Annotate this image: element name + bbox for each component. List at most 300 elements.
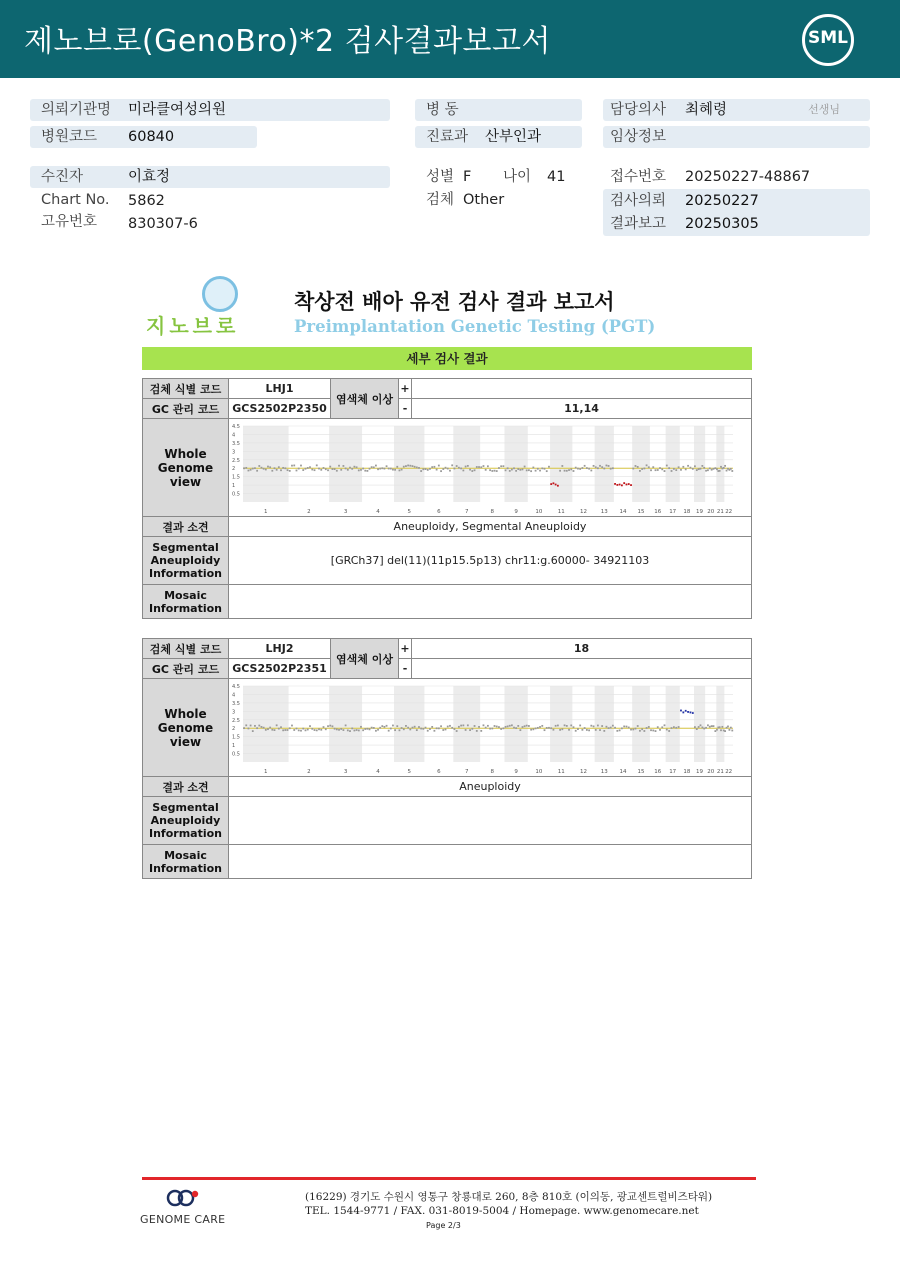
data-point bbox=[399, 469, 401, 471]
data-point bbox=[588, 729, 590, 731]
sample-code-label: 검체 식별 코드 bbox=[143, 639, 229, 659]
sample-code-value: LHJ1 bbox=[229, 379, 331, 399]
data-point bbox=[280, 469, 282, 471]
x-tick-label: 19 bbox=[696, 508, 704, 515]
segmental-value bbox=[229, 797, 752, 845]
data-point bbox=[494, 469, 496, 471]
hospital-code-field bbox=[30, 126, 257, 148]
data-point bbox=[519, 729, 521, 731]
data-point bbox=[496, 470, 498, 472]
data-point bbox=[282, 466, 284, 468]
segmental-label: Segmental Aneuploidy Information bbox=[143, 797, 229, 845]
x-tick-label: 8 bbox=[490, 768, 495, 775]
y-tick-label: 4.5 bbox=[232, 423, 240, 430]
data-point bbox=[487, 465, 489, 467]
data-point bbox=[680, 709, 682, 711]
report-date-label: 결과보고 bbox=[610, 216, 667, 232]
mosaic-label: Mosaic Information bbox=[143, 845, 229, 879]
data-point bbox=[327, 725, 329, 727]
doctor-suffix: 선생님 bbox=[808, 103, 840, 116]
ward-field bbox=[415, 99, 582, 121]
x-tick-label: 12 bbox=[580, 768, 588, 775]
data-point bbox=[416, 466, 418, 468]
doctor-field bbox=[603, 99, 870, 121]
data-point bbox=[293, 464, 295, 466]
data-point bbox=[502, 465, 504, 467]
chrom-band bbox=[666, 426, 680, 502]
data-point bbox=[526, 469, 528, 471]
data-point bbox=[311, 468, 313, 470]
data-point bbox=[392, 724, 394, 726]
data-point bbox=[590, 469, 592, 471]
data-point bbox=[412, 726, 414, 728]
y-tick-label: 2.5 bbox=[232, 717, 240, 724]
x-tick-label: 10 bbox=[535, 768, 543, 775]
sex-value: F bbox=[463, 169, 472, 185]
department-field bbox=[415, 126, 582, 148]
chrom-band bbox=[666, 686, 680, 762]
data-point bbox=[323, 726, 325, 728]
data-point bbox=[539, 726, 541, 728]
data-point bbox=[278, 727, 280, 729]
data-point bbox=[271, 469, 273, 471]
result-table-1 bbox=[142, 378, 752, 619]
data-point bbox=[269, 466, 271, 468]
data-point bbox=[316, 729, 318, 731]
data-point bbox=[513, 467, 515, 469]
data-point bbox=[454, 467, 456, 469]
data-point bbox=[595, 466, 597, 468]
dates-field bbox=[603, 189, 870, 236]
x-tick-label: 20 bbox=[707, 768, 715, 775]
data-point bbox=[483, 465, 485, 467]
footer-address: (16229) 경기도 수원시 영통구 창룡대로 260, 8층 810호 (이의동, 광교센트럴비즈타워) bbox=[305, 1191, 713, 1203]
data-point bbox=[258, 724, 260, 726]
x-tick-label: 2 bbox=[307, 508, 311, 515]
data-point bbox=[705, 726, 707, 728]
footer-divider bbox=[142, 1177, 756, 1180]
result-label: 결과 소견 bbox=[143, 517, 229, 537]
minus-value bbox=[412, 659, 752, 679]
data-point bbox=[550, 483, 552, 485]
data-point bbox=[716, 728, 718, 730]
data-point bbox=[451, 726, 453, 728]
data-point bbox=[606, 464, 608, 466]
data-point bbox=[447, 467, 449, 469]
data-point bbox=[284, 729, 286, 731]
data-point bbox=[436, 727, 438, 729]
data-point bbox=[568, 469, 570, 471]
data-point bbox=[682, 465, 684, 467]
data-point bbox=[353, 729, 355, 731]
data-point bbox=[296, 469, 298, 471]
data-point bbox=[418, 466, 420, 468]
chart-no-value: 5862 bbox=[128, 193, 165, 209]
data-point bbox=[621, 727, 623, 729]
data-point bbox=[263, 726, 265, 728]
data-point bbox=[487, 724, 489, 726]
x-tick-label: 19 bbox=[696, 768, 704, 775]
x-tick-label: 2 bbox=[307, 768, 311, 775]
data-point bbox=[719, 726, 721, 728]
result-label: 결과 소견 bbox=[143, 777, 229, 797]
data-point bbox=[668, 467, 670, 469]
data-point bbox=[261, 466, 263, 468]
gc-code-label: GC 관리 코드 bbox=[143, 659, 229, 679]
data-point bbox=[399, 729, 401, 731]
header-bar bbox=[0, 0, 900, 78]
chart-no-label: Chart No. bbox=[41, 192, 110, 208]
chrom-band bbox=[550, 686, 572, 762]
data-point bbox=[652, 466, 654, 468]
whole-genome-label: Whole Genome view bbox=[143, 679, 229, 777]
data-point bbox=[256, 469, 258, 471]
x-tick-label: 6 bbox=[437, 508, 441, 515]
data-point bbox=[643, 730, 645, 732]
data-point bbox=[409, 464, 411, 466]
data-point bbox=[661, 726, 663, 728]
data-point bbox=[577, 467, 579, 469]
data-point bbox=[329, 465, 331, 467]
data-point bbox=[349, 730, 351, 732]
data-point bbox=[248, 469, 250, 471]
data-point bbox=[678, 466, 680, 468]
data-point bbox=[517, 468, 519, 470]
gc-code-value: GCS2502P2351 bbox=[229, 659, 331, 679]
chrom-abnormal-label: 염색체 이상 bbox=[331, 379, 399, 419]
data-point bbox=[694, 726, 696, 728]
data-point bbox=[442, 468, 444, 470]
data-point bbox=[685, 468, 687, 470]
data-point bbox=[367, 469, 369, 471]
data-point bbox=[245, 724, 247, 726]
data-point bbox=[252, 730, 254, 732]
data-point bbox=[377, 728, 379, 730]
x-tick-label: 21 bbox=[716, 768, 724, 775]
data-point bbox=[390, 727, 392, 729]
x-tick-label: 1 bbox=[264, 768, 268, 775]
data-point bbox=[570, 468, 572, 470]
data-point bbox=[407, 726, 409, 728]
data-point bbox=[302, 727, 304, 729]
data-point bbox=[623, 725, 625, 727]
data-point bbox=[422, 468, 424, 470]
data-point bbox=[373, 466, 375, 468]
data-point bbox=[462, 469, 464, 471]
data-point bbox=[293, 729, 295, 731]
data-point bbox=[666, 464, 668, 466]
result-table-2 bbox=[142, 638, 752, 879]
data-point bbox=[555, 483, 557, 485]
data-point bbox=[422, 727, 424, 729]
data-point bbox=[550, 727, 552, 729]
data-point bbox=[496, 725, 498, 727]
data-point bbox=[373, 727, 375, 729]
data-point bbox=[714, 730, 716, 732]
data-point bbox=[267, 728, 269, 730]
data-point bbox=[559, 728, 561, 730]
data-point bbox=[325, 728, 327, 730]
data-point bbox=[338, 464, 340, 466]
report-subtitle: Preimplantation Genetic Testing (PGT) bbox=[294, 317, 656, 336]
data-point bbox=[537, 467, 539, 469]
data-point bbox=[530, 728, 532, 730]
data-point bbox=[641, 468, 643, 470]
department-value: 산부인과 bbox=[485, 129, 542, 145]
whole-genome-plot bbox=[229, 420, 751, 516]
data-point bbox=[265, 728, 267, 730]
data-point bbox=[449, 724, 451, 726]
data-point bbox=[379, 467, 381, 469]
data-point bbox=[700, 467, 702, 469]
reception-no-label: 접수번호 bbox=[610, 169, 667, 185]
data-point bbox=[401, 468, 403, 470]
data-point bbox=[438, 727, 440, 729]
data-point bbox=[360, 725, 362, 727]
y-tick-label: 4.5 bbox=[232, 683, 240, 690]
data-point bbox=[329, 724, 331, 726]
data-point bbox=[648, 726, 650, 728]
data-point bbox=[709, 467, 711, 469]
data-point bbox=[507, 725, 509, 727]
data-point bbox=[698, 468, 700, 470]
clinical-info-field bbox=[603, 126, 870, 148]
data-point bbox=[532, 728, 534, 730]
x-tick-label: 11 bbox=[557, 508, 565, 515]
data-point bbox=[407, 464, 409, 466]
chrom-band bbox=[243, 426, 289, 502]
data-point bbox=[458, 725, 460, 727]
whole-genome-plot-cell bbox=[229, 679, 752, 777]
data-point bbox=[403, 465, 405, 467]
data-point bbox=[485, 468, 487, 470]
data-point bbox=[703, 727, 705, 729]
data-point bbox=[254, 724, 256, 726]
data-point bbox=[386, 465, 388, 467]
data-point bbox=[700, 724, 702, 726]
data-point bbox=[505, 725, 507, 727]
chrom-band bbox=[394, 686, 424, 762]
data-point bbox=[590, 724, 592, 726]
data-point bbox=[401, 727, 403, 729]
data-point bbox=[657, 726, 659, 728]
data-point bbox=[608, 727, 610, 729]
data-point bbox=[307, 467, 309, 469]
data-point bbox=[351, 467, 353, 469]
x-tick-label: 16 bbox=[654, 508, 662, 515]
genome-care-mark-icon bbox=[164, 1188, 200, 1208]
x-tick-label: 20 bbox=[707, 508, 715, 515]
data-point bbox=[250, 468, 252, 470]
plus-label: + bbox=[399, 379, 412, 399]
data-point bbox=[639, 729, 641, 731]
data-point bbox=[588, 467, 590, 469]
data-point bbox=[498, 467, 500, 469]
data-point bbox=[621, 484, 623, 486]
data-point bbox=[465, 729, 467, 731]
institution-field bbox=[30, 99, 390, 121]
data-point bbox=[261, 726, 263, 728]
data-point bbox=[254, 467, 256, 469]
chrom-band bbox=[716, 426, 724, 502]
data-point bbox=[528, 469, 530, 471]
x-tick-label: 5 bbox=[407, 508, 411, 515]
data-point bbox=[546, 470, 548, 472]
data-point bbox=[557, 484, 559, 486]
x-tick-label: 11 bbox=[557, 768, 565, 775]
data-point bbox=[483, 724, 485, 726]
data-point bbox=[659, 728, 661, 730]
data-point bbox=[530, 470, 532, 472]
data-point bbox=[597, 467, 599, 469]
data-point bbox=[420, 727, 422, 729]
data-point bbox=[593, 725, 595, 727]
data-point bbox=[263, 467, 265, 469]
data-point bbox=[553, 482, 555, 484]
data-point bbox=[657, 469, 659, 471]
data-point bbox=[340, 468, 342, 470]
data-point bbox=[445, 466, 447, 468]
age-value: 41 bbox=[547, 169, 566, 185]
ward-label: 병 동 bbox=[426, 102, 459, 118]
age-label: 나이 bbox=[503, 169, 532, 185]
data-point bbox=[623, 482, 625, 484]
x-tick-label: 12 bbox=[580, 508, 588, 515]
x-tick-label: 15 bbox=[637, 768, 645, 775]
data-point bbox=[336, 469, 338, 471]
data-point bbox=[327, 469, 329, 471]
data-point bbox=[485, 726, 487, 728]
data-point bbox=[690, 466, 692, 468]
specimen-value: Other bbox=[463, 192, 505, 208]
data-point bbox=[276, 468, 278, 470]
data-point bbox=[546, 727, 548, 729]
data-point bbox=[626, 483, 628, 485]
data-point bbox=[478, 466, 480, 468]
data-point bbox=[630, 484, 632, 486]
clinical-info-label: 임상정보 bbox=[610, 129, 667, 145]
data-point bbox=[445, 728, 447, 730]
y-tick-label: 1.5 bbox=[232, 734, 240, 741]
data-point bbox=[311, 727, 313, 729]
data-point bbox=[719, 469, 721, 471]
data-point bbox=[427, 729, 429, 731]
plus-value bbox=[412, 379, 752, 399]
segmental-value: [GRCh37] del(11)(11p15.5p13) chr11:g.60000- 34921103 bbox=[229, 537, 752, 585]
data-point bbox=[564, 724, 566, 726]
data-point bbox=[414, 725, 416, 727]
data-point bbox=[289, 727, 291, 729]
patient-label: 수진자 bbox=[41, 169, 84, 185]
data-point bbox=[298, 729, 300, 731]
report-date-value: 20250305 bbox=[685, 216, 759, 232]
data-point bbox=[296, 727, 298, 729]
data-point bbox=[603, 467, 605, 469]
data-point bbox=[723, 467, 725, 469]
x-tick-label: 17 bbox=[669, 768, 677, 775]
data-point bbox=[655, 730, 657, 732]
data-point bbox=[505, 469, 507, 471]
data-point bbox=[639, 469, 641, 471]
data-point bbox=[381, 467, 383, 469]
data-point bbox=[451, 464, 453, 466]
data-point bbox=[274, 729, 276, 731]
data-point bbox=[379, 726, 381, 728]
x-tick-label: 13 bbox=[600, 768, 608, 775]
data-point bbox=[467, 724, 469, 726]
data-point bbox=[724, 730, 726, 732]
data-point bbox=[491, 470, 493, 472]
data-point bbox=[678, 726, 680, 728]
data-point bbox=[476, 466, 478, 468]
data-point bbox=[436, 468, 438, 470]
page-number: Page 2/3 bbox=[426, 1221, 461, 1230]
gc-code-value: GCS2502P2350 bbox=[229, 399, 331, 419]
data-point bbox=[474, 469, 476, 471]
data-point bbox=[318, 467, 320, 469]
data-point bbox=[282, 729, 284, 731]
patient-value: 이효정 bbox=[128, 169, 171, 185]
data-point bbox=[427, 469, 429, 471]
x-tick-label: 1 bbox=[264, 508, 268, 515]
data-point bbox=[608, 465, 610, 467]
data-point bbox=[309, 725, 311, 727]
data-point bbox=[671, 470, 673, 472]
data-point bbox=[243, 467, 245, 469]
data-point bbox=[358, 469, 360, 471]
page-title: 제노브로(GenoBro)*2 검사결과보고서 bbox=[24, 24, 551, 59]
data-point bbox=[553, 728, 555, 730]
genobro-logo bbox=[144, 276, 254, 338]
data-point bbox=[539, 469, 541, 471]
data-point bbox=[364, 469, 366, 471]
data-point bbox=[675, 726, 677, 728]
data-point bbox=[716, 468, 718, 470]
data-point bbox=[360, 468, 362, 470]
data-point bbox=[377, 468, 379, 470]
data-point bbox=[599, 464, 601, 466]
hospital-code-value: 60840 bbox=[128, 129, 175, 145]
data-point bbox=[573, 470, 575, 472]
data-point bbox=[513, 726, 515, 728]
y-tick-label: 1 bbox=[232, 482, 236, 489]
data-point bbox=[425, 726, 427, 728]
data-point bbox=[343, 729, 345, 731]
data-point bbox=[730, 467, 732, 469]
result-value: Aneuploidy, Segmental Aneuploidy bbox=[229, 517, 752, 537]
data-point bbox=[711, 725, 713, 727]
data-point bbox=[701, 464, 703, 466]
data-point bbox=[612, 724, 614, 726]
gc-code-label: GC 관리 코드 bbox=[143, 399, 229, 419]
data-point bbox=[646, 727, 648, 729]
data-point bbox=[575, 466, 577, 468]
data-point bbox=[579, 724, 581, 726]
unique-no-label: 고유번호 bbox=[41, 214, 98, 230]
data-point bbox=[522, 468, 524, 470]
x-tick-label: 14 bbox=[619, 508, 627, 515]
data-point bbox=[318, 728, 320, 730]
data-point bbox=[614, 726, 616, 728]
x-tick-label: 7 bbox=[464, 508, 469, 515]
genobro-emblem-icon bbox=[202, 276, 238, 312]
chrom-band bbox=[716, 686, 724, 762]
data-point bbox=[356, 729, 358, 731]
data-point bbox=[440, 725, 442, 727]
data-point bbox=[696, 728, 698, 730]
data-point bbox=[287, 469, 289, 471]
data-point bbox=[248, 727, 250, 729]
